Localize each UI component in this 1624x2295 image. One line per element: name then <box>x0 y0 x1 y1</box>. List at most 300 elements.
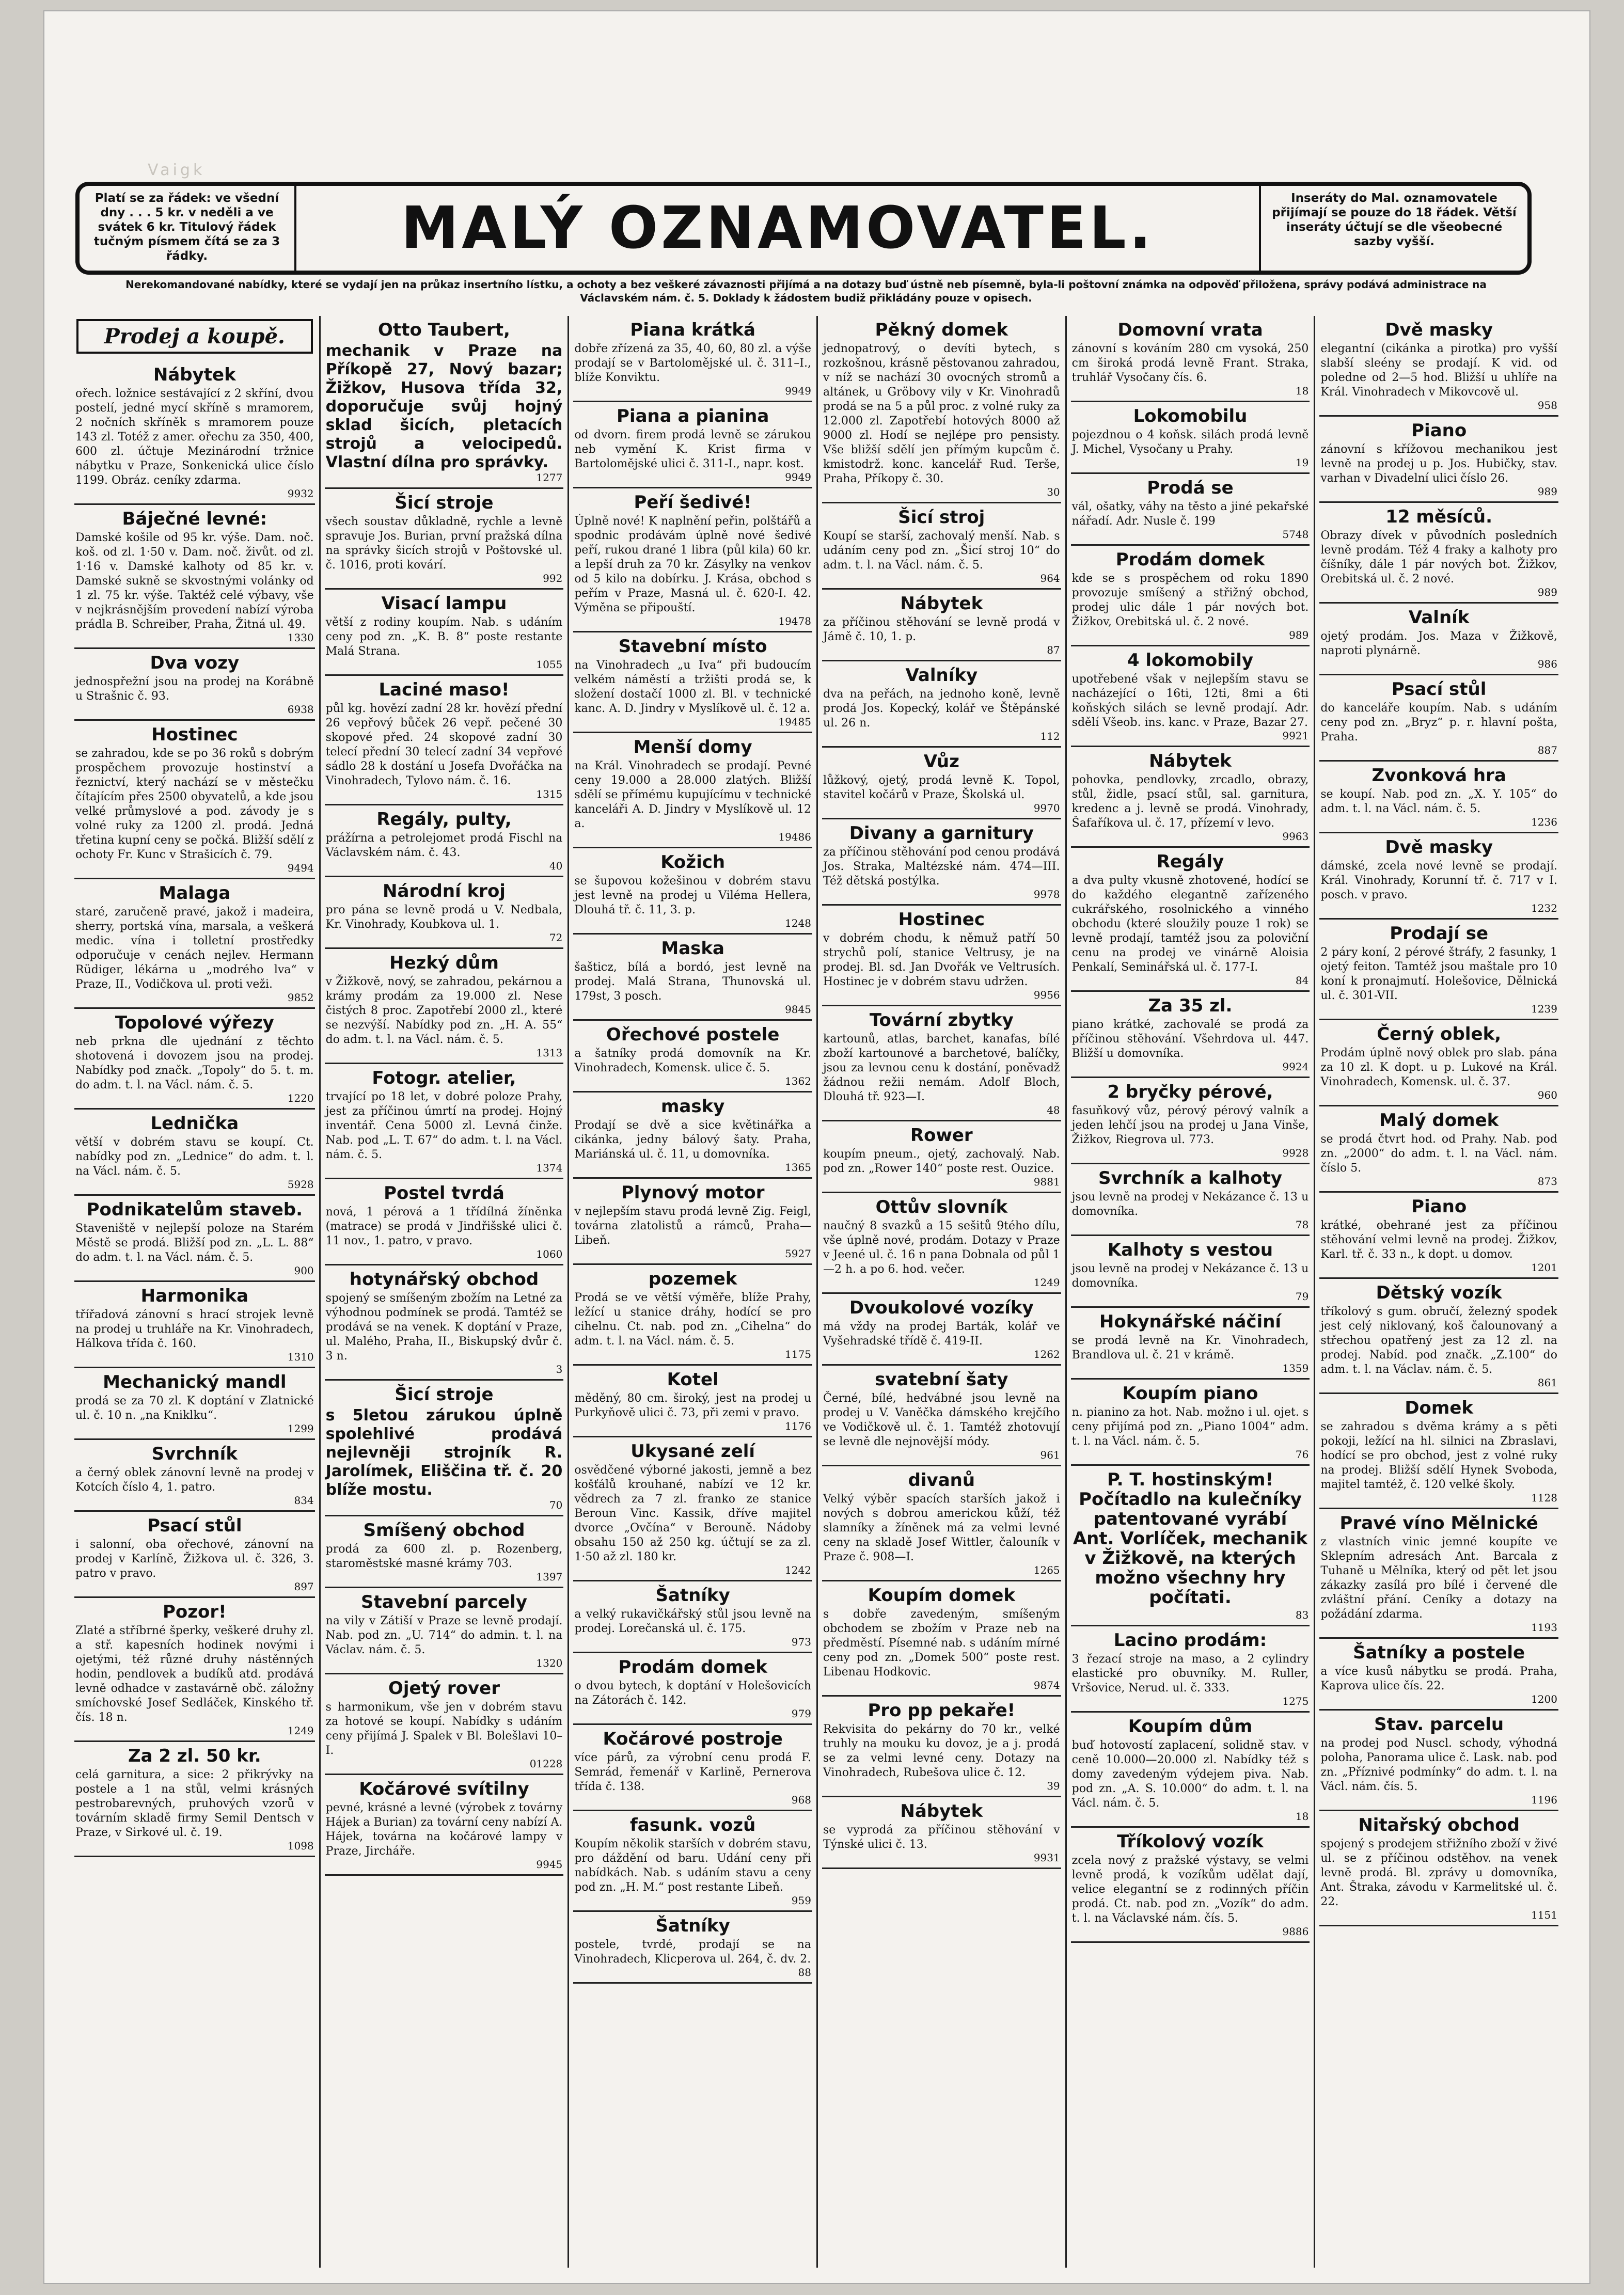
ad-number: 1239 <box>1531 1003 1557 1015</box>
ad-title: Regály <box>1156 851 1224 872</box>
ad-number: 900 <box>294 1264 314 1277</box>
ad-number: 79 <box>1295 1290 1309 1303</box>
ad-text: v Žižkově, nový, se zahradou, pekárnou a krámy prodám za 19.000 zl. Nese čistých 8 proc. Zapotřebí 2000 zl., které se nezvýší. Nabídky pod zn. „H. A. 55“ do adm. t. l. na Václ. nám. č. 5. <box>325 975 563 1046</box>
ad-text: piano krátké, zachovalé se prodá za příčinou stěhování. Všehrdova ul. 447. Bližší u domovníka. <box>1071 1018 1309 1060</box>
ad-number: 1330 <box>287 631 314 644</box>
classified-ad <box>1071 546 1310 646</box>
classified-ad <box>1071 1626 1310 1713</box>
classified-ad <box>573 1811 812 1912</box>
classified-ad <box>1071 1078 1310 1164</box>
ad-text: měděný, 80 cm. široký, jest na prodej u Purkyňově ulici č. 73, při zemi v pravo. <box>574 1392 811 1419</box>
ad-text: upotřebené však v nejlepším stavu se nacházející o 16ti, 12ti, 8mi a 6ti koňských silách se levně prodají. Adr. sdělí Všeob. ins. kanc. v Praze, Bazar 27. <box>1071 673 1309 729</box>
classified-ad <box>1319 1020 1558 1106</box>
ad-title: Domek <box>1405 1398 1473 1418</box>
classified-ad <box>1319 833 1558 920</box>
ad-title: Ojetý rover <box>388 1678 500 1699</box>
ad-title: Nábytek <box>900 593 983 614</box>
ad-number: 887 <box>1537 744 1557 756</box>
ad-text: na Král. Vinohradech se prodají. Pevné ceny 19.000 a 28.000 zlatých. Bližší sdělí se přímému kupujícímu v technické kanceláři A. D. Jindry v Myslíkově ul. 12 a. <box>574 759 811 830</box>
ad-number: 9881 <box>1033 1176 1060 1188</box>
ad-text: dámské, zcela nové levně se prodají. Král. Vinohrady, Korunní tř. č. 717 v I. posch. v pravo. <box>1320 860 1557 901</box>
ad-title: Dvoukolové vozíky <box>849 1297 1034 1318</box>
ad-title: hotynářský obchod <box>349 1269 539 1290</box>
ad-title: Šatníky a postele <box>1353 1642 1525 1663</box>
ad-title: Báječné levné: <box>122 509 267 529</box>
ad-title: fasunk. vozů <box>630 1815 756 1835</box>
ad-text: Rekvisita do pekárny do 70 kr., velké truhly na mouku ku dovoz, je a j. prodá se za velmi levné ceny. Dotazy na Vinohradech, Rubešova ulice č. 12. <box>823 1723 1060 1779</box>
ad-column <box>567 316 816 2268</box>
ad-title: Hostinec <box>151 724 238 745</box>
ad-title: Kotel <box>667 1369 719 1390</box>
classified-ad <box>822 316 1061 503</box>
ad-title: Domovní vrata <box>1117 320 1263 340</box>
ad-title: Kočárové svítilny <box>359 1779 529 1799</box>
classified-ad <box>74 1009 315 1110</box>
classified-ad <box>573 848 812 935</box>
classified-ad <box>325 1381 564 1516</box>
ad-title: Lednička <box>150 1113 239 1134</box>
ad-number: 3 <box>556 1363 563 1375</box>
ad-number: 112 <box>1040 730 1060 742</box>
ad-number: 1315 <box>536 788 563 800</box>
ad-title: Koupím domek <box>868 1585 1015 1606</box>
newspaper-page <box>44 11 1589 2283</box>
ad-title: Hokynářské náčiní <box>1099 1311 1282 1332</box>
ad-number: 9931 <box>1033 1851 1060 1864</box>
classified-ad <box>573 1093 812 1179</box>
ad-number: 1374 <box>536 1162 563 1174</box>
ad-title: Národní kroj <box>383 881 506 901</box>
ad-text: a černý oblek zánovní levně na prodej v Kotcích číslo 4, 1. patro. <box>75 1466 314 1494</box>
ad-title: Kalhoty s vestou <box>1107 1240 1273 1260</box>
classified-ad <box>573 1179 812 1265</box>
ad-text: tříkolový s gum. obručí, železný spodek jest celý niklovaný, koš čalounovaný a střechou opatřený jest za 12 zl. na prodej. Nabíd. pod značk. „Z.100“ do adm. t. l. na Václav. nám. č. 5. <box>1320 1305 1557 1376</box>
ad-text: naučný 8 svazků a 15 sešitů 9tého dílu, vše úplně nové, prodám. Dotazy v Praze v Jeené ul. č. 16 n pana Dobnala od půl 1—2 h. a po 6. hod. večer. <box>823 1220 1060 1276</box>
ad-title: Menší domy <box>633 737 752 757</box>
ad-text: jednospřežní jsou na prodej na Korábně u Strašnic č. 93. <box>75 675 314 703</box>
ad-number: 9978 <box>1033 888 1060 900</box>
ad-number: 88 <box>798 1966 811 1979</box>
ad-text: n. pianino za hot. Nab. možno i ul. ojet. s ceny přijímá pod zn. „Piano 1004“ adm. t. l. na Václ. nám. č. 5. <box>1071 1406 1309 1448</box>
classified-ad <box>573 1265 812 1366</box>
ad-text: spojený se smíšeným zbožím na Letné za výhodnou podmínek se prodá. Tamtéž se prodává se na venek. K doptání v Praze, ul. Malého, Praha, II., Biskupský dvůr č. 3 n. <box>325 1292 563 1363</box>
classified-ad <box>325 1775 564 1876</box>
ad-number: 1151 <box>1531 1909 1557 1921</box>
classified-ad <box>74 1196 315 1282</box>
classified-ad <box>1071 402 1310 474</box>
ad-text: od dvorn. firem prodá levně se zárukou neb vymění K. Krist firma v Bartolomějské ulici č. 311-I., napr. kost. <box>574 429 811 470</box>
ad-title: divanů <box>908 1470 975 1491</box>
ad-number: 986 <box>1537 658 1557 670</box>
ad-text: Úplně nové! K naplnění peřin, polštářů a spodnic prodávám úplně nové šedivé peří, rukou drané 1 libra (půl kila) 60 kr. a lepší druh za 70 kr. Zásylky na venkov od 5 kilo na dobírku. J. Krása, obchod s peřím v Praze, Masná ul. č. 620-I. 42. Výměna se připouští. <box>574 515 811 614</box>
classified-ad <box>822 1193 1061 1294</box>
classified-ad <box>822 748 1061 819</box>
ad-title: Šicí stroj <box>898 507 985 528</box>
ad-title: Zvonková hra <box>1371 765 1506 786</box>
ad-number: 1265 <box>1033 1564 1060 1576</box>
ad-number: 9924 <box>1282 1061 1309 1073</box>
ad-title: masky <box>660 1096 725 1117</box>
ad-text: jednopatrový, o devíti bytech, s rozkošnou, krásně pěstovanou zahradou, v níž se nachází 30 ovocných stromů a altánek, u Gröbovy vily v Kr. Vinohradů prodá se na 5 a půl proc. z volné ruky za 12.000 zl. Zapotřebí hotových 8000 až 9000 zl. Hodí se nejlépe pro pensisty. Vše bližší sdělí jen přímým kupcům č. kmistodrž. konc. kancelář Rud. Terše, Praha, Příkopy č. 30. <box>823 342 1060 485</box>
ad-title: Dětský vozík <box>1376 1283 1502 1303</box>
ad-text: 2 páry koní, 2 pérové štráfy, 2 fasunky, 1 ojetý feiton. Tamtéž jsou maštale pro 10 koní k pronajmutí. Holešovice, Dělnická ul. č. 301-VII. <box>1320 946 1557 1002</box>
classified-ad <box>1071 474 1310 546</box>
ad-text: se prodá čtvrt hod. od Prahy. Nab. pod zn. „2000“ do adm. t. l. na Václ. nám. číslo 5. <box>1320 1133 1557 1175</box>
ad-number: 9932 <box>287 487 314 500</box>
classified-ad <box>1071 1380 1310 1466</box>
ad-text: pro pána se levně prodá u V. Nedbala, Kr. Vinohrady, Koubkova ul. 1. <box>325 904 563 931</box>
ad-title: Za 35 zl. <box>1148 995 1233 1016</box>
ad-text: s dobře zavedeným, smíšeným obchodem se zbožím v Praze neb na předměstí. Písemné nab. s udáním mírné ceny pod zn. „Domek 500“ poste rest. Libenau Hodkovic. <box>823 1608 1060 1679</box>
ad-number: 9852 <box>287 991 314 1004</box>
ad-column <box>1314 316 1563 2268</box>
ad-number: 992 <box>543 572 563 584</box>
classified-ad <box>573 1912 812 1984</box>
classified-ad <box>1071 1164 1310 1236</box>
ad-number: 9949 <box>785 385 811 397</box>
ad-number: 9845 <box>785 1003 811 1016</box>
ad-text: Staveniště v nejlepší poloze na Starém Městě se prodá. Bližší pod zn. „L. L. 88“ do adm. t. l. na Václ. nám. č. 5. <box>75 1222 314 1264</box>
ad-text: vál, ošatky, váhy na těsto a jiné pekařské nářadí. Adr. Nusle č. 199 <box>1071 500 1309 528</box>
ad-column <box>70 316 319 2268</box>
ad-number: 1175 <box>785 1348 811 1360</box>
classified-ad <box>573 1725 812 1811</box>
ad-text: ořech. ložnice sestávající z 2 skříní, dvou postelí, jedné mycí skříně s mramorem, 2 nočních skříněk s mramorem pouze 143 zl. Totéž z amer. ořechu za 350, 400, 600 zl. účtuje Mezinárodní tržnice nábytku v Praze, Sonkenická ulice číslo 1199. Obráz. ceníky zdarma. <box>75 387 314 487</box>
ad-title: P. T. hostinským! Počítadlo na kulečníky patentované vyrábí Ant. Vorlíček, mechanik v Žižkově, na kterých možno všechny hry počítati. <box>1073 1469 1308 1608</box>
ad-text: dva na peřách, na jednoho koně, levně prodá Jos. Kopecký, kolář ve Štěpánské ul. 26 n. <box>823 688 1060 730</box>
ad-text: v dobrém chodu, k němuž patří 50 strychů polí, stanice Veltrusy, je na prodej. Bl. sd. Jan Dvořák ve Veltrusích. Hostinec je v dobrém stavu udržen. <box>823 932 1060 988</box>
ad-text: staré, zaručeně pravé, jakož i madeira, sherry, portská vína, marsala, a veškerá medic. vína i tolletní prostředky odporučuje v cenách nejlev. Hermann Rüdiger, lékárna u „modrého lva“ v Praze, II., Vodičkova ul. proti veži. <box>75 906 314 991</box>
ad-title: Nábytek <box>900 1801 983 1822</box>
classified-ad <box>1071 992 1310 1078</box>
ad-title: Hostinec <box>898 909 985 930</box>
ad-number: 958 <box>1537 399 1557 411</box>
ad-columns <box>70 316 1563 2268</box>
classified-ad <box>1071 1308 1310 1380</box>
ad-text: spojený s prodejem střižního zboží v živé ul. se z příčinou odstěhov. na venek levně prodá. Bl. zprávy u domovníka, Ant. Štraka, závodu v Karmelitské ul. č. 22. <box>1320 1838 1557 1908</box>
ad-title: Pěkný domek <box>875 320 1008 340</box>
ad-number: 1220 <box>287 1092 314 1104</box>
ad-number: 83 <box>1295 1609 1309 1621</box>
ad-title: Divany a garnitury <box>849 823 1034 844</box>
ad-title: Koupím piano <box>1122 1383 1258 1404</box>
ad-number: 1060 <box>536 1248 563 1260</box>
ad-title: pozemek <box>648 1269 737 1289</box>
classified-ad <box>74 1110 315 1196</box>
ad-text: trvající po 18 let, v dobré poloze Prahy, jest za příčinou úmrtí na prodej. Hojný inventář. Cena 5000 zl. Levná činže. Nab. pod „L. T. 67“ do adm. t. l. na Václ. nám. č. 5. <box>325 1090 563 1161</box>
classified-ad <box>1319 1193 1558 1279</box>
classified-ad <box>1319 675 1558 762</box>
classified-ad <box>325 1265 564 1381</box>
ad-text: větší z rodiny koupím. Nab. s udáním ceny pod zn. „K. B. 8“ poste restante Malá Strana. <box>325 616 563 658</box>
ad-title: Kočárové postroje <box>603 1729 783 1749</box>
ad-text: zánovní s křížovou mechanikou jest levně na prodej u p. Jos. Hubičky, stav. varhan v Divadelní ulici číslo 26. <box>1320 443 1557 485</box>
masthead-banner <box>75 182 1532 275</box>
ad-number: 979 <box>791 1707 811 1720</box>
ad-text: prodá za 600 zl. p. Rozenberg, staroměstské masné krámy 703. <box>325 1543 563 1570</box>
ad-title: Pravé víno Mělnické <box>1339 1513 1538 1533</box>
ad-text: půl kg. hovězí zadní 28 kr. hovězí přední 26 vepřový bůček 26 vepř. pečené 30 skopové před. 24 skopové zadní 30 telecí přední 30 telecí zadní 34 vepřové sádlo 28 k dostání u Josefa Dvořáčka na Vinohradech, Tylovo nám. č. 16. <box>325 702 563 787</box>
ad-number: 5928 <box>287 1178 314 1191</box>
ad-title: Mechanický mandl <box>103 1372 287 1392</box>
classified-ad <box>1319 1711 1558 1811</box>
ad-text: zánovní s kováním 280 cm vysoká, 250 cm široká prodá levně Frant. Straka, truhlář Vysočany čís. 6. <box>1071 342 1309 384</box>
ad-number: 18 <box>1295 1810 1309 1823</box>
ad-text: na Vinohradech „u Iva“ při budoucím velkém náměstí a tržišti prodá se, k složení dostačí 1000 zl. Bl. v technické kanc. A. D. Jindry v Myslíkově ul. č. 12 a. <box>574 659 811 715</box>
classified-ad <box>573 935 812 1021</box>
ad-text: postele, tvrdé, prodají se na Vinohradech, Klicperova ul. 264, č. dv. 2. <box>574 1938 811 1966</box>
ad-number: 9494 <box>287 862 314 874</box>
classified-ad <box>822 906 1061 1006</box>
ad-title: Postel tvrdá <box>384 1183 504 1204</box>
ad-title: Malý domek <box>1379 1110 1499 1131</box>
ad-number: 19478 <box>778 615 811 627</box>
ad-text: více párů, za výrobní cenu prodá F. Semrád, řemenář v Karlině, Pernerova třída č. 138. <box>574 1751 811 1793</box>
ad-title: Psací stůl <box>147 1515 242 1536</box>
classified-ad <box>1319 1639 1558 1711</box>
classified-ad <box>325 1179 564 1265</box>
ad-title: Psací stůl <box>1391 679 1487 700</box>
classified-ad <box>573 402 812 488</box>
ad-text: koupím pneum., ojetý, zachovalý. Nab. pod zn. „Rower 140“ poste rest. Ouzice. <box>823 1148 1060 1175</box>
classified-ad <box>573 316 812 402</box>
ad-number: 30 <box>1047 486 1060 498</box>
ad-title: Piano <box>1411 420 1467 441</box>
ad-text: Zlaté a stříbrné šperky, veškeré druhy zl. a stř. kapesních hodinek novými i ojetými, též různé druhy nástěnných hodin, pendlovek a budíků atd. prodává levně odhadce v zastavárně obč. záložny smíchovské Josef Sedláček, Kinského tř. čís. 18 n. <box>75 1624 314 1724</box>
ad-title: Podnikatelům staveb. <box>86 1199 303 1220</box>
ad-number: 960 <box>1537 1089 1557 1101</box>
classified-ad <box>1319 920 1558 1020</box>
ad-text: jsou levně na prodej v Nekázance č. 13 u domovníka. <box>1071 1262 1309 1290</box>
ad-text: Koupím několik starších v dobrém stavu, pro dáždění od baru. Udání ceny při nabídkách. Nab. s udáním stavu a ceny pod zn. „H. M.“ post restante Libeň. <box>574 1838 811 1894</box>
ad-title: Stav. parcelu <box>1374 1714 1504 1735</box>
ad-number: 6938 <box>287 703 314 716</box>
ad-title: Maska <box>661 938 724 959</box>
ad-text: i salonní, oba ořechové, zánovní na prodej v Karlíně, Žižkova ul. č. 326, 3. patro v pravo. <box>75 1538 314 1580</box>
ad-number: 959 <box>791 1894 811 1907</box>
ad-text: šašticz, bílá a bordó, jest levně na prodej. Malá Strana, Thunovská ul. 179st, 3 posch. <box>574 961 811 1003</box>
ad-text: Obrazy dívek v původních posledních levně prodám. Též 4 fraky a kalhoty pro číšníky, dále 1 pár nových bot. Žižkov, Orebitská ul. č. 2 nové. <box>1320 529 1557 585</box>
ad-text: se zahradou s dvěma krámy a s pěti pokoji, ležící na hl. silnici na Zbraslavi, hodící se pro obchod, jest z volné ruky na prodej. Bližší sdělí Hynek Svoboda, majitel tamtéž, č. 120 velké školy. <box>1320 1420 1557 1491</box>
classified-ad <box>1319 417 1558 503</box>
classified-ad <box>1071 747 1310 848</box>
ad-number: 48 <box>1047 1104 1060 1116</box>
ad-number: 1365 <box>785 1161 811 1174</box>
ad-title: Ukysané zelí <box>630 1441 755 1462</box>
ad-text: Damské košile od 95 kr. výše. Dam. noč. koš. od zl. 1·50 v. Dam. noč. živůt. od zl. 1·16 v. Damské kalhoty od 85 kr. v. Damské sukně se skvostnými volánky od 1 zl. 75 kr. výše. Taktéž celé výbavy, vše v nejkrásnějším provedení nabízí výroba prádla B. Schreiber, Praha, Žitná ul. 49. <box>75 531 314 631</box>
ad-number: 1320 <box>536 1657 563 1669</box>
classified-ad <box>573 1653 812 1725</box>
ad-number: 5927 <box>785 1247 811 1260</box>
classified-ad <box>74 505 315 649</box>
ad-number: 1362 <box>785 1075 811 1087</box>
ad-title: Kožich <box>660 852 726 873</box>
ad-number: 19486 <box>778 831 811 843</box>
ad-number: 5748 <box>1282 528 1309 541</box>
ad-text: lůžkový, ojetý, prodá levně K. Topol, stavitel kočárů v Praze, Školská ul. <box>823 774 1060 801</box>
classified-ad <box>1319 762 1558 833</box>
ad-number: 968 <box>791 1794 811 1806</box>
ad-text: a velký rukavičkářský stůl jsou levně na prodej. Lorečanská ul. č. 175. <box>574 1608 811 1635</box>
classified-ad <box>74 879 315 1009</box>
ad-title: Nábytek <box>1149 751 1232 771</box>
ad-number: 9963 <box>1282 830 1309 843</box>
classified-ad <box>573 488 812 632</box>
ad-title: Vůz <box>923 751 959 772</box>
ad-number: 18 <box>1295 385 1309 397</box>
classified-ad <box>325 1064 564 1179</box>
ad-text: pohovka, pendlovky, zrcadlo, obrazy, stůl, židle, psací stůl, sal. garnitura, kredenc a j. levně se prodá. Vinohrady, Šafaříkova ul. č. 17, přízemí v levo. <box>1071 773 1309 830</box>
classified-ad <box>1319 1811 1558 1926</box>
ad-title: Regály, pulty, <box>376 809 512 830</box>
classified-ad <box>573 733 812 848</box>
classified-ad <box>325 805 564 877</box>
ad-title: Nábytek <box>153 365 236 385</box>
ad-number: 84 <box>1295 974 1309 987</box>
ad-text: pevné, krásné a levné (výrobek z továrny Hájek a Burian) za tovární ceny nabízí A. Hájek, továrna na kočárové lampy v Praze, Jircháře. <box>325 1801 563 1858</box>
ad-number: 1248 <box>785 917 811 929</box>
ad-number: 1249 <box>1033 1276 1060 1289</box>
ad-number: 1201 <box>1531 1261 1557 1274</box>
ad-number: 9945 <box>536 1858 563 1871</box>
ad-title: Piano <box>1411 1196 1467 1217</box>
ad-title: Stavební parcely <box>360 1592 527 1612</box>
ad-text: osvědčené výborné jakosti, jemně a bez košťálů krouhané, nabízí ve 12 kr. vědrech za 7 zl. franko ze stanice Beroun Vinc. Kassik, dříve majitel dvorce „Ovčína“ v Berouně. Nádoby obsahu 150 až 250 kg. účtují se za zl. 1·50 až zl. 180 kr. <box>574 1464 811 1563</box>
ad-text: 3 řezací stroje na maso, a 2 cylindry elastické pro obuvníky. M. Ruller, Vršovice, Nerud. ul. č. 333. <box>1071 1653 1309 1695</box>
ad-text: kartounů, atlas, barchet, kanafas, bílé zboží kartounové a barchetové, balíčky, jsou za levnou cenu k dostání, poněvadž žádnou režii nemám. Adolf Bloch, Dlouhá tř. 923—I. <box>823 1033 1060 1103</box>
ad-number: 39 <box>1047 1780 1060 1792</box>
ad-number: 1236 <box>1531 816 1557 828</box>
ad-title: Ořechové postele <box>606 1024 780 1045</box>
classified-ad <box>822 661 1061 748</box>
classified-ad <box>325 949 564 1064</box>
ad-title: Rower <box>910 1125 973 1146</box>
ad-title: Valníky <box>905 665 978 686</box>
ad-number: 9928 <box>1282 1147 1309 1159</box>
ad-text: v nejlepším stavu prodá levně Zig. Feigl, továrna zlatolistů a rámců, Praha—Libeň. <box>574 1205 811 1247</box>
ad-number: 76 <box>1295 1448 1309 1461</box>
ad-title: Nitařský obchod <box>1358 1815 1520 1835</box>
ad-number: 72 <box>549 931 563 944</box>
ad-title: 2 bryčky pérové, <box>1107 1082 1273 1102</box>
classified-ad <box>1071 316 1310 402</box>
ad-title: Dvě masky <box>1385 837 1493 858</box>
ad-text: neb prkna dle ujednání z těchto shotovená i dovozem jsou na prodej. Nabídky pod značk. „Topoly“ do 5. t. m. do adm. t. l. na Václ. nám. č. 5. <box>75 1035 314 1091</box>
classified-ad <box>74 1440 315 1512</box>
ad-title: Laciné maso! <box>379 679 510 700</box>
classified-ad <box>822 1466 1061 1581</box>
ad-number: 19485 <box>778 716 811 728</box>
ad-title: Lacino prodám: <box>1113 1630 1267 1651</box>
ad-text: elegantní (cikánka a pirotka) pro vyšší slabší sleény se prodají. K vid. od poledne od 2—5 hod. Bližší u uhlíře na Král. Vinohradech v Mikovcově ul. <box>1320 342 1557 399</box>
classified-ad <box>573 1366 812 1437</box>
ad-text: nová, 1 pérová a 1 třídílná žíněnka (matrace) se prodá v Jindřišské ulici č. 11 nov., 1. patro, v pravo. <box>325 1206 563 1247</box>
section-heading: Prodej a koupě. <box>76 319 313 354</box>
ad-text: s 5letou zárukou úplně spolehlivé prodává nejlevněji strojník R. Jarolímek, Eliščina tř. č. 20 blíže mostu. <box>325 1406 563 1499</box>
ad-title: Piana a pianina <box>617 406 769 426</box>
ad-text: za příčinou stěhování pod cenou prodává Jos. Straka, Maltézské nám. 474—III. Též dětská postýlka. <box>823 846 1060 888</box>
classified-ad <box>822 1797 1061 1869</box>
classified-ad <box>325 489 564 590</box>
ad-number: 87 <box>1047 644 1060 656</box>
ad-number: 1098 <box>287 1840 314 1852</box>
ad-text: pojezdnou o 4 koňsk. silách prodá levně J. Michel, Vysočany u Prahy. <box>1071 429 1309 456</box>
ad-number: 1232 <box>1531 902 1557 914</box>
ad-number: 1397 <box>536 1571 563 1583</box>
classified-ad <box>325 1674 564 1775</box>
classified-ad <box>1071 646 1310 747</box>
classified-ad <box>822 819 1061 906</box>
ad-text: fasuňkový vůz, pérový pérový valník a jeden lehčí jsou na prodej u Jana Vinše, Žižkov, Riegrova ul. 773. <box>1071 1104 1309 1146</box>
ad-number: 1249 <box>287 1724 314 1737</box>
ad-title: Peří šedivé! <box>634 492 752 513</box>
classified-ad <box>822 1294 1061 1366</box>
ad-number: 9886 <box>1282 1925 1309 1938</box>
classified-ad <box>325 877 564 949</box>
classified-ad <box>325 676 564 805</box>
ad-number: 961 <box>1040 1449 1060 1461</box>
classified-ad <box>325 1588 564 1674</box>
classified-ad <box>822 1006 1061 1121</box>
ad-column <box>319 316 568 2268</box>
ad-text: a šatníky prodá domovník na Kr. Vinohradech, Komensk. ulice č. 5. <box>574 1047 811 1074</box>
ad-number: 989 <box>1537 485 1557 498</box>
ad-number: 9970 <box>1033 802 1060 814</box>
classified-ad <box>74 1742 315 1857</box>
ad-text: Prodají se dvě a sice květinářka a cikánka, jedny bálový šaty. Praha, Mariánská ul. č. 11, u domovníka. <box>574 1119 811 1161</box>
ad-title: 12 měsíců. <box>1385 507 1493 527</box>
ad-title: Černý oblek, <box>1377 1024 1502 1044</box>
ad-text: Prodám úplně nový oblek pro slab. pána za 10 zl. K dopt. u p. Lukové na Král. Vinohradech, Komensk. ul. č. 37. <box>1320 1047 1557 1088</box>
classified-ad <box>1319 1106 1558 1193</box>
ad-number: 1313 <box>536 1047 563 1059</box>
ad-number: 9956 <box>1033 989 1060 1001</box>
ad-number: 1176 <box>785 1420 811 1432</box>
ad-text: všech soustav důkladně, rychle a levně spravuje Jos. Burian, první pražská dílna na správky šicích strojů v Poštovské ul. č. 1016, proti kovárí. <box>325 515 563 572</box>
ad-number: 1275 <box>1282 1695 1309 1707</box>
ad-number: 1128 <box>1531 1492 1557 1504</box>
ad-title: Otto Taubert, <box>378 320 510 340</box>
ad-title: Harmonika <box>140 1286 249 1306</box>
classified-ad <box>822 590 1061 661</box>
ad-title: Pro pp pekaře! <box>868 1700 1016 1721</box>
ad-text: na vily v Zátiší v Praze se levně prodají. Nab. pod zn. „U. 714“ do admin. t. l. na Václav. nám. č. 5. <box>325 1615 563 1656</box>
ad-number: 1193 <box>1531 1621 1557 1634</box>
ad-title: 4 lokomobily <box>1127 650 1254 671</box>
ad-number: 9949 <box>785 471 811 483</box>
ad-title: Šatníky <box>655 1916 730 1936</box>
classified-ad <box>325 316 564 489</box>
ad-text: do kanceláře koupím. Nab. s udáním ceny pod zn. „Bryz“ p. r. hlavní pošta, Praha. <box>1320 702 1557 743</box>
ad-title: Tovární zbytky <box>869 1010 1014 1031</box>
classified-ad <box>74 361 315 505</box>
ad-title: Plynový motor <box>621 1182 765 1203</box>
ad-text: ojetý prodám. Jos. Maza v Žižkově, naproti plynárně. <box>1320 630 1557 657</box>
classified-ad <box>1319 1394 1558 1509</box>
classified-ad <box>1319 1509 1558 1639</box>
ad-text: prážírna a petrolejomet prodá Fischl na Václavském nám. č. 43. <box>325 832 563 859</box>
ad-number: 1055 <box>536 658 563 671</box>
ad-text: jsou levně na prodej v Nekázance č. 13 u domovníka. <box>1071 1191 1309 1218</box>
ad-text: mechanik v Praze na Příkopě 27, Nový bazar; Žižkov, Husova třída 32, doporučuje svůj hojný sklad šicích, pletacích strojů a velocipedů. Vlastní dílna pro správky. <box>325 342 563 471</box>
ad-title: Prodám domek <box>1115 549 1265 570</box>
ad-text: a více kusů nábytku se prodá. Praha, Kaprova ulice čís. 22. <box>1320 1665 1557 1692</box>
ad-title: Stavební místo <box>618 636 767 657</box>
ad-text: třířadová zánovní s hrací strojek levně na prodej u truhláře na Kr. Vinohradech, Hálkova třída č. 160. <box>75 1308 314 1350</box>
ad-text: s harmonikum, vše jen v dobrém stavu za hotové se koupí. Nabídky s udáním ceny přijímá J. Spalek v Bl. Bolešlavi 10–I. <box>325 1701 563 1757</box>
classified-ad <box>1071 1466 1310 1626</box>
ad-title: Prodám domek <box>618 1657 767 1677</box>
